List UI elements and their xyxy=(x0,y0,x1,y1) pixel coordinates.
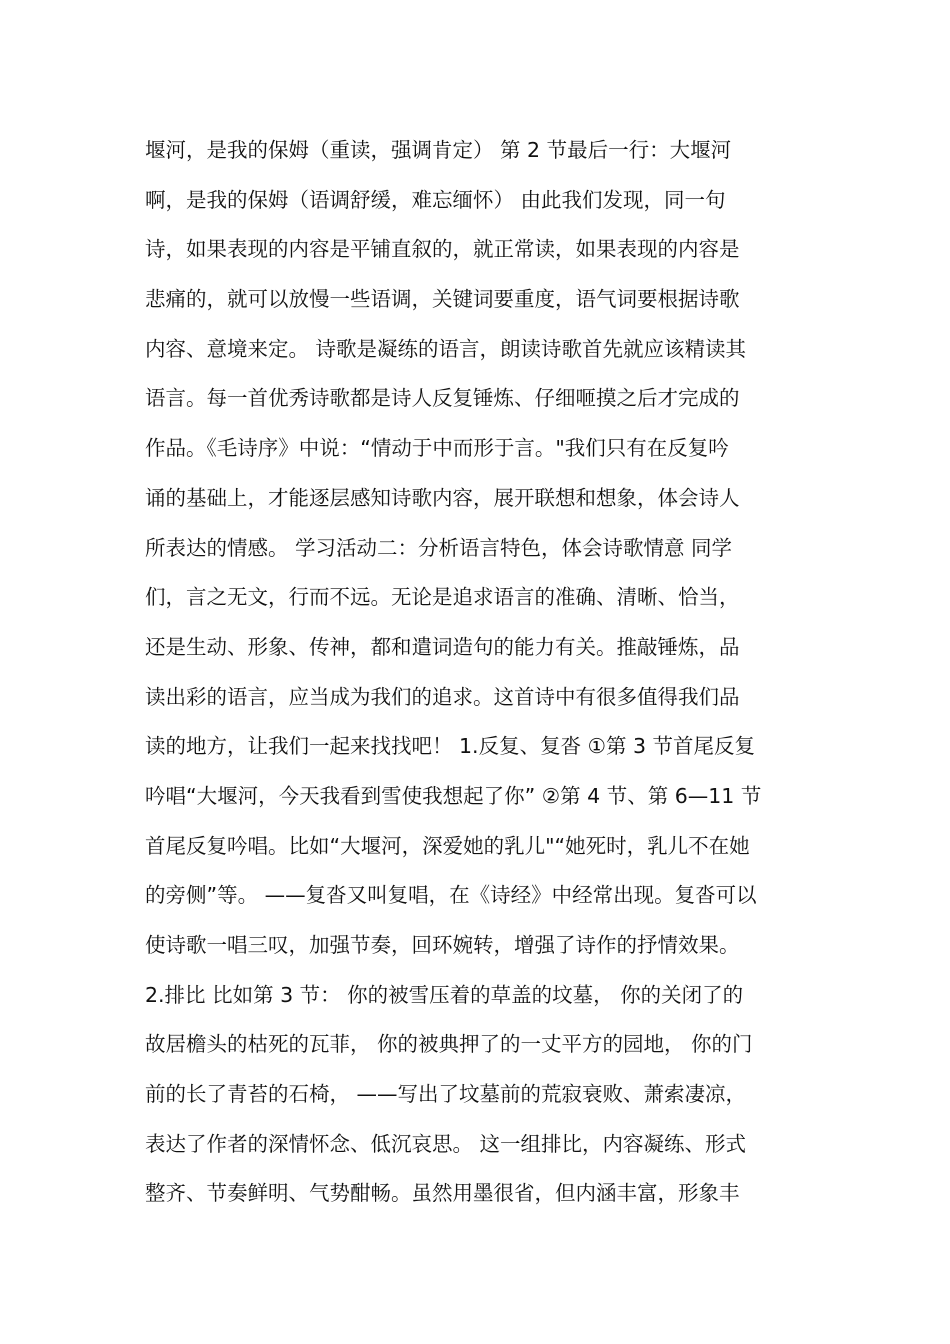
text-line: 故居檐头的枯死的瓦菲， 你的被典押了的一丈平方的园地， 你的门 xyxy=(145,1032,753,1057)
text-line: 2.排比 比如第 3 节： 你的被雪压着的草盖的坟墓， 你的关闭了的 xyxy=(145,982,744,1007)
text-line: 读出彩的语言，应当成为我们的追求。这首诗中有很多值得我们品 xyxy=(145,684,740,709)
text-line: 还是生动、形象、传神，都和遣词造句的能力有关。推敲锤炼，品 xyxy=(145,634,740,659)
text-line: 内容、意境来定。 诗歌是凝练的语言，朗读诗歌首先就应该精读其 xyxy=(145,336,747,361)
text-line: 诵的基础上，才能逐层感知诗歌内容，展开联想和想象，体会诗人 xyxy=(145,485,740,510)
text-line: 读的地方，让我们一起来找找吧！ 1.反复、复沓 ①第 3 节首尾反复 xyxy=(145,734,756,759)
text-line: 所表达的情感。 学习活动二：分析语言特色，体会诗歌情意 同学 xyxy=(145,535,733,560)
text-line: 整齐、节奏鲜明、气势酣畅。虽然用墨很省，但内涵丰富，形象丰 xyxy=(145,1181,740,1206)
text-line: 作品。《毛诗序》中说：“情动于中而形于言。"我们只有在反复吟 xyxy=(145,436,729,461)
text-line: 前的长了青苔的石椅， ——写出了坟墓前的荒寂衰败、萧索凄凉， xyxy=(145,1082,747,1107)
text-line: 堰河，是我的保姆（重读，强调肯定） 第 2 节最后一行：大堰河 xyxy=(145,138,732,162)
text-line: 吟唱“大堰河，今天我看到雪使我想起了你” ②第 4 节、第 6—11 节 xyxy=(145,783,762,808)
text-line: 们，言之无文，行而不远。无论是追求语言的准确、清晰、恰当， xyxy=(145,585,740,610)
text-line: 啊，是我的保姆（语调舒缓，难忘缅怀） 由此我们发现，同一句 xyxy=(145,187,726,212)
body-text xyxy=(145,126,810,1219)
text-line: 首尾反复吟唱。比如“大堰河，深爱她的乳儿"“她死时，乳儿不在她 xyxy=(145,833,750,858)
text-line: 的旁侧”等。 ——复沓又叫复唱，在《诗经》中经常出现。复沓可以 xyxy=(145,883,757,908)
text-line: 悲痛的，就可以放慢一些语调，关键词要重度，语气词要根据诗歌 xyxy=(145,287,740,312)
text-line: 语言。每一首优秀诗歌都是诗人反复锤炼、仔细咂摸之后才完成的 xyxy=(145,386,740,411)
text-line: 表达了作者的深情怀念、低沉哀思。 这一组排比，内容凝练、形式 xyxy=(145,1131,747,1156)
text-line: 使诗歌一唱三叹，加强节奏，回环婉转，增强了诗作的抒情效果。 xyxy=(145,933,740,957)
text-line: 诗，如果表现的内容是平铺直叙的，就正常读，如果表现的内容是 xyxy=(145,237,740,262)
